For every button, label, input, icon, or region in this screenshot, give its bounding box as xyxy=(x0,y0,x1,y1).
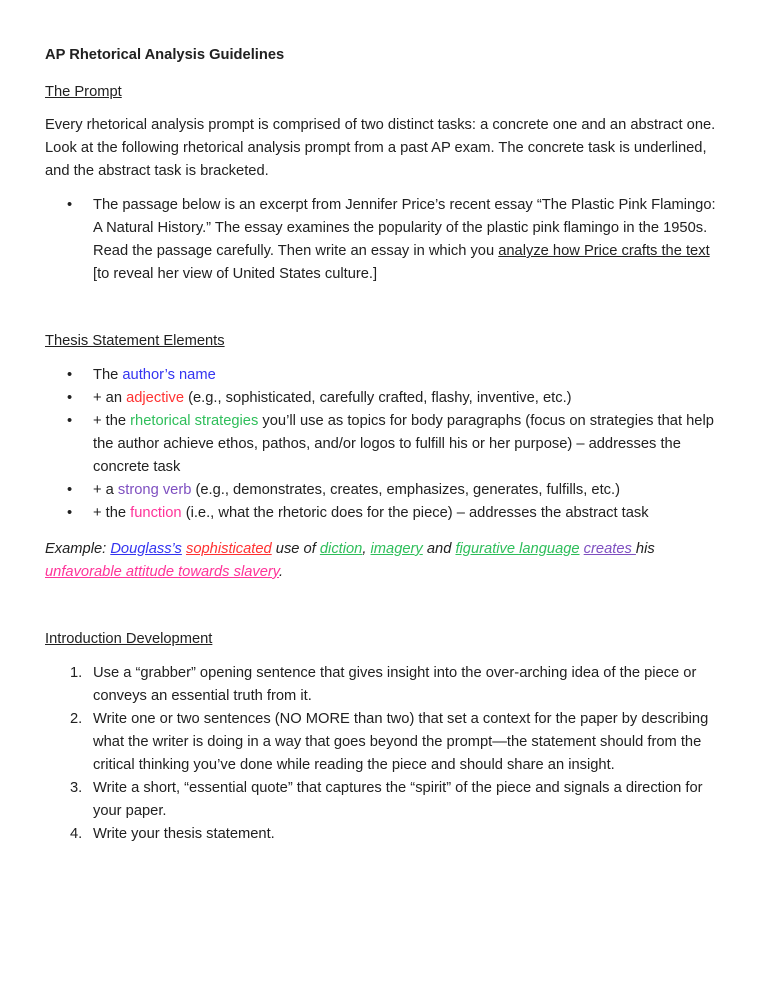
prompt-bullet-item: • The passage below is an excerpt from Jennifer Price’s recent essay “The Plastic Pink Flamingo: A Natural History.” The essay examines the popularity of the plastic pink flamingo in the 1950s. Read the passage carefully. Then write an essay in which you analyze how Price crafts the text [to reveal her view of United States culture.] xyxy=(45,194,724,286)
introduction-step-3: Write a short, “essential quote” that captures the “spirit” of the piece and signals a direction for your paper. xyxy=(93,780,703,819)
thesis-bullet-rhetorical-strategies: • + the rhetorical strategies you’ll use as topics for body paragraphs (focus on strategies that help the author achieve ethos, pathos, and/or logos to fulfill his or her purpose) – addresses the concrete task xyxy=(45,410,724,479)
prompt-bullet-list xyxy=(45,194,724,286)
thesis-bullet-function: • + the function (i.e., what the rhetoric does for the piece) – addresses the abstract task xyxy=(45,502,724,525)
introduction-step-1: Use a “grabber” opening sentence that gives insight into the over-arching idea of the piece or conveys an essential truth from it. xyxy=(93,665,697,704)
introduction-section-heading: Introduction Development xyxy=(45,631,213,647)
thesis-bullet-adjective: • + an adjective (e.g., sophisticated, carefully crafted, flashy, inventive, etc.) xyxy=(45,387,724,410)
thesis-bullet-list xyxy=(45,364,724,525)
document-title: AP Rhetorical Analysis Guidelines xyxy=(45,47,285,63)
introduction-step-2: Write one or two sentences (NO MORE than two) that set a context for the paper by describing what the writer is doing in a way that goes beyond the prompt—the statement should from the critical thinking you’ve done while reading the piece and should share an insight. xyxy=(93,711,709,773)
thesis-section-heading: Thesis Statement Elements xyxy=(45,333,225,349)
prompt-intro-paragraph: Every rhetorical analysis prompt is comprised of two distinct tasks: a concrete one and an abstract one. Look at the following rhetorical analysis prompt from a past AP exam. The concrete task is underlined, and the abstract task is bracketed. xyxy=(45,117,716,179)
introduction-numbered-list xyxy=(45,662,724,846)
prompt-section-heading: The Prompt xyxy=(45,84,122,100)
introduction-step-4: Write your thesis statement. xyxy=(93,826,275,842)
thesis-bullet-strong-verb: • + a strong verb (e.g., demonstrates, creates, emphasizes, generates, fulfills, etc.) xyxy=(45,479,724,502)
thesis-example-sentence: Example: Douglass’s sophisticated use of diction, imagery and figurative language creates his unfavorable attitude towards slavery. xyxy=(45,541,655,580)
thesis-bullet-author-name: • The author’s name xyxy=(45,364,724,387)
